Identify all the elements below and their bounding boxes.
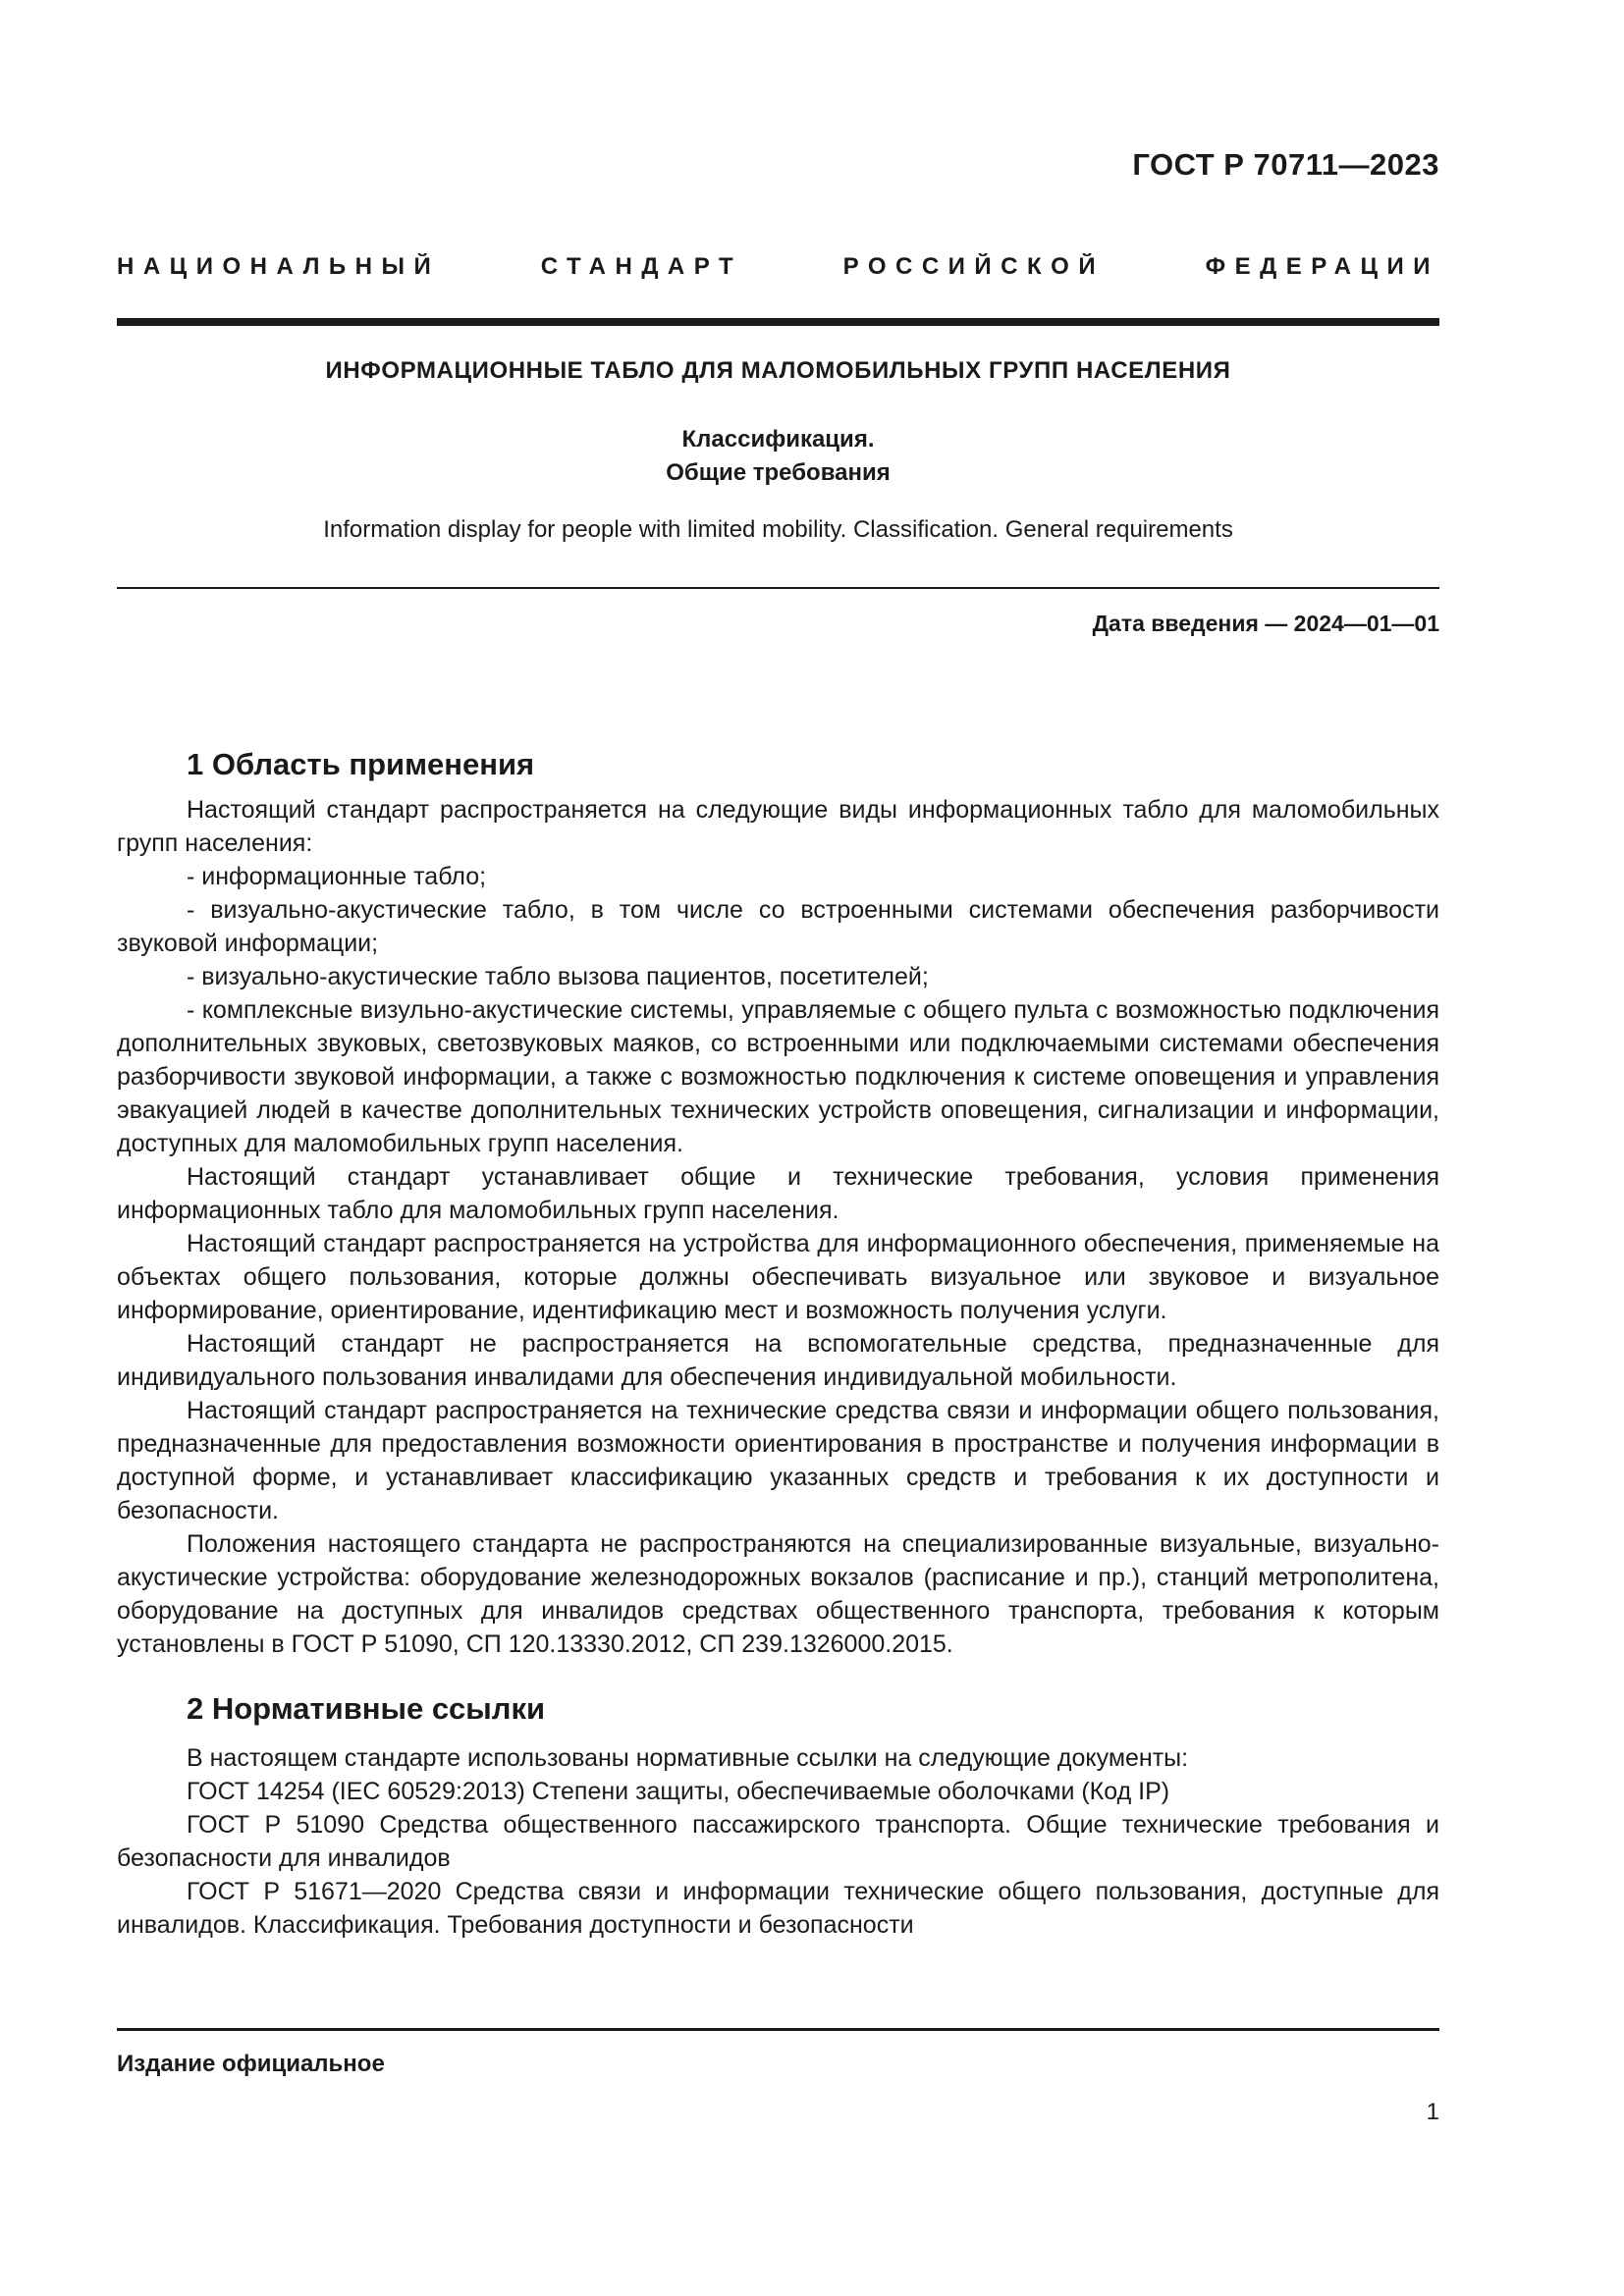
document-title: ИНФОРМАЦИОННЫЕ ТАБЛО ДЛЯ МАЛОМОБИЛЬНЫХ ГРУПП НАСЕЛЕНИЯ [325, 357, 1231, 384]
document-code: ГОСТ Р 70711—2023 [1132, 147, 1439, 182]
section-1-list-item: - визуально-акустические табло, в том числе со встроенными системами обеспечения разборчивости звуковой информации; [117, 896, 1439, 957]
section-1-list-item: - визуально-акустические табло вызова пациентов, посетителей; [187, 963, 929, 990]
section-1-heading: 1 Область применения [187, 747, 535, 781]
section-1-paragraph: Настоящий стандарт распространяется на технические средства связи и информации общего пользования, предназначенные для предоставления возможности ориентирования в пространстве и получения информации в доступной форме, и устанавливает классификацию указанных средств и требования к их доступности и безопасности. [117, 1397, 1439, 1524]
title-divider [117, 587, 1439, 589]
section-2-paragraph: В настоящем стандарте использованы нормативные ссылки на следующие документы: [187, 1744, 1189, 1772]
normative-reference: ГОСТ Р 51671—2020 Средства связи и информации технические общего пользования, доступные для инвалидов. Классификация. Требования доступности и безопасности [117, 1878, 1439, 1939]
normative-reference: ГОСТ 14254 (IEC 60529:2013) Степени защиты, обеспечиваемые оболочками (Код IP) [187, 1778, 1170, 1805]
document-subtitle [117, 423, 1439, 490]
section-1-paragraph: Настоящий стандарт устанавливает общие и технические требования, условия применения информационных табло для маломобильных групп населения. [117, 1163, 1439, 1224]
header-divider [117, 318, 1439, 326]
section-1-paragraph: Настоящий стандарт распространяется на устройства для информационного обеспечения, применяемые на объектах общего пользования, которые должны обеспечивать визуальное или звуковое и визуальное информирование, ориентирование, идентификацию мест и возможность получения услуги. [117, 1230, 1439, 1324]
normative-reference: ГОСТ Р 51090 Средства общественного пассажирского транспорта. Общие технические требования и безопасности для инвалидов [117, 1811, 1439, 1872]
footer-divider [117, 2028, 1439, 2031]
subtitle-line-1: Классификация. [681, 426, 875, 453]
national-standard-banner: НАЦИОНАЛЬНЫЙ СТАНДАРТ РОССИЙСКОЙ ФЕДЕРАЦИИ [117, 253, 1439, 280]
section-1-paragraph: Настоящий стандарт распространяется на следующие виды информационных табло для маломобильных групп населения: [117, 796, 1439, 857]
section-1-body [117, 793, 1439, 1661]
section-1-list-item: - информационные табло; [187, 863, 487, 890]
official-edition-label: Издание официальное [117, 2051, 385, 2077]
page-number: 1 [1426, 2099, 1439, 2125]
subtitle-line-2: Общие требования [666, 459, 891, 486]
introduction-date: Дата введения — 2024—01—01 [1092, 611, 1439, 636]
section-1-paragraph: Положения настоящего стандарта не распространяются на специализированные визуальные, визуально-акустические устройства: оборудование железнодорожных вокзалов (расписание и пр.), станций метрополитена, оборудование на доступных для инвалидов средствах общественного транспорта, требования к которым установлены в ГОСТ Р 51090, СП 120.13330.2012, СП 239.1326000.2015. [117, 1530, 1439, 1658]
section-1-paragraph: Настоящий стандарт не распространяется на вспомогательные средства, предназначенные для индивидуального пользования инвалидами для обеспечения индивидуальной мобильности. [117, 1330, 1439, 1391]
section-2-body [117, 1741, 1439, 1942]
english-title: Information display for people with limited mobility. Classification. General requirements [323, 516, 1233, 543]
section-2-heading: 2 Нормативные ссылки [187, 1691, 546, 1726]
section-1-list-item: - комплексные визульно-акустические системы, управляемые с общего пульта с возможностью подключения дополнительных звуковых, светозвуковых маяков, со встроенными или подключаемыми системами обеспечения разборчивости звуковой информации, а также с возможностью подключения к системе оповещения и управления эвакуацией людей в качестве дополнительных технических устройств оповещения, сигнализации и информации, доступных для маломобильных групп населения. [117, 996, 1439, 1157]
